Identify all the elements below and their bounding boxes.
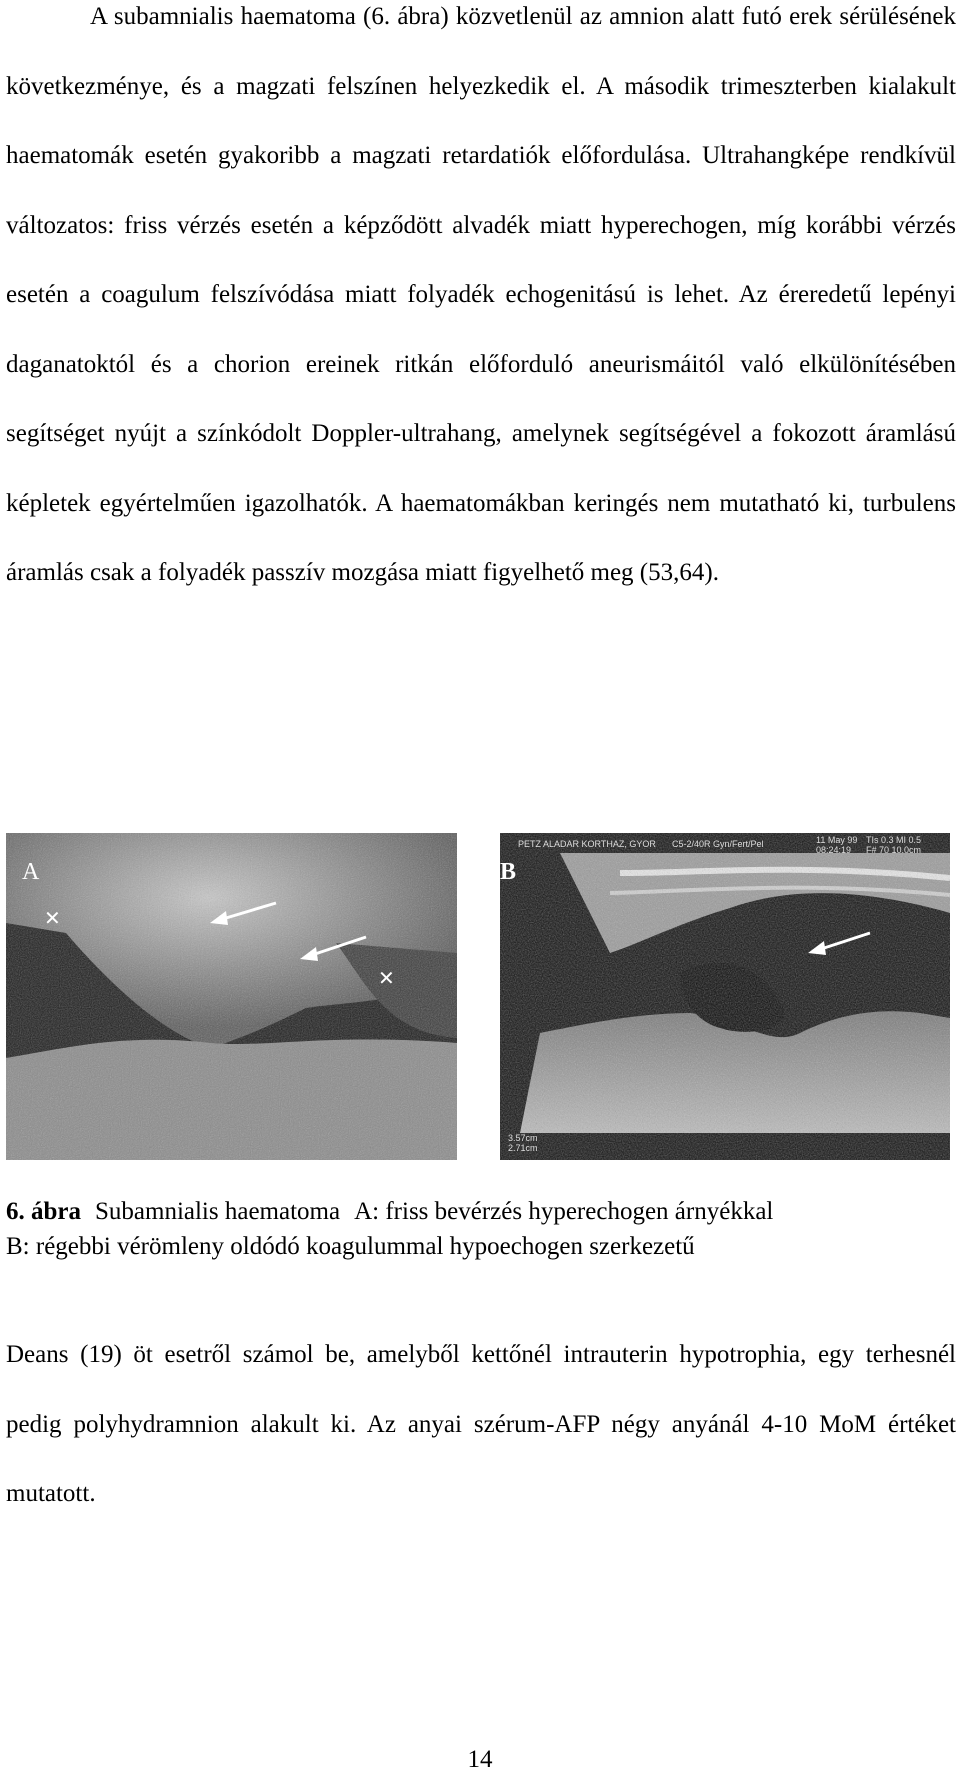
caption-a: A: friss bevérzés hyperechogen árnyékkal (354, 1198, 774, 1225)
panel-a-label: A (22, 859, 40, 885)
caption-label: 6. ábra (6, 1198, 81, 1225)
caption-b: B: régebbi vérömleny oldódó koagulummal hypoechogen szerkezetű (6, 1233, 695, 1260)
us-header-date: 11 May 99 (816, 835, 858, 845)
body-paragraph-2 (6, 1320, 956, 1529)
us-header-probe: C5-2/40R Gyn/Fert/Pel (672, 839, 764, 849)
us-measure-2: 2.71cm (508, 1143, 538, 1153)
page-number: 14 (467, 1746, 493, 1773)
svg-text:✕: ✕ (44, 908, 61, 930)
us-header-tis: TIs 0.3 MI 0.5 (866, 835, 922, 845)
us-header-hospital: PETZ ALADAR KORTHAZ, GYOR (518, 839, 656, 849)
ultrasound-image-b (500, 833, 950, 1160)
us-header-time: 08:24:19 (816, 845, 852, 855)
paragraph-1-text: A subamnialis haematoma (6. ábra) közvetlenül az amnion alatt futó erek sérülésének következménye, és a magzati felszínen helyezkedik el. A második trimeszterben kialakult haematomák esetén gyakoribb a magzati retardatiók előfordulása. Ultrahangképe rendkívül változatos: friss vérzés esetén a képződött alvadék miatt hyperechogen, míg korábbi vérzés esetén a coagulum felszívódása miatt folyadék echogenitású is lehet. Az éreredetű lepényi daganatoktól és a chorion ereinek ritkán előforduló aneurismáitól való elkülönítésében segítséget nyújt a színkódolt Doppler-ultrahang, amelynek segítségével a fokozott áramlású képletek egyértelműen igazolhatók. A haematomákban keringés nem mutatható ki, turbulens áramlás csak a folyadék passzív mozgása miatt figyelhető meg (53,64). (6, 3, 956, 586)
ultrasound-image-a (6, 833, 457, 1160)
svg-text:✕: ✕ (378, 968, 395, 990)
ultrasound-b-graphic (500, 833, 950, 1160)
us-header-depth: F# 70 10.0cm (866, 845, 922, 855)
figure-caption (6, 1194, 956, 1264)
us-measure-1: 3.57cm (508, 1133, 538, 1143)
body-paragraph-1 (6, 0, 956, 608)
paragraph-2-text: Deans (19) öt esetről számol be, amelyből kettőnél intrauterin hypotrophia, egy terhesnél pedig polyhydramnion alakult ki. Az anyai szérum-AFP négy anyánál 4-10 MoM értéket mutatott. (6, 1341, 956, 1507)
ultrasound-a-graphic (6, 833, 457, 1160)
panel-b-label: B (500, 859, 517, 885)
caption-title: Subamnialis haematoma (95, 1198, 341, 1225)
